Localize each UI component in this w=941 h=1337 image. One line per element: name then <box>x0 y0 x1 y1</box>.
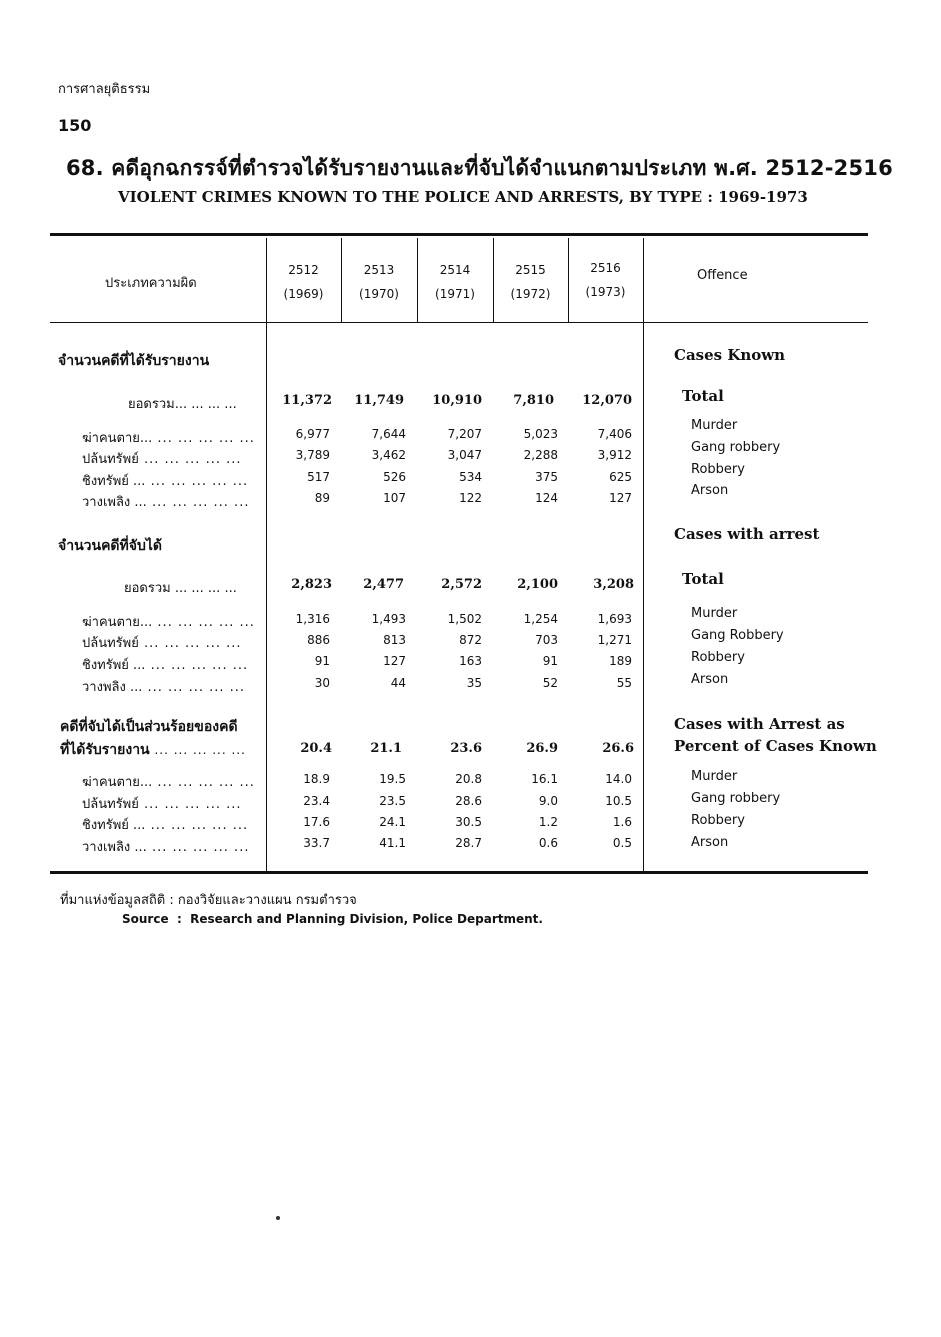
section-title-thai: จำนวนคดีที่ได้รับรายงาน <box>58 353 210 369</box>
table-cell: 1.6 <box>612 815 632 829</box>
table-title-english: VIOLENT CRIMES KNOWN TO THE POLICE AND ARRESTS, BY TYPE : 1969-1973 <box>118 188 808 206</box>
table-cell: 14.0 <box>605 772 632 786</box>
section-title-english-line2: Percent of Cases Known <box>674 737 877 755</box>
table-cell: 625 <box>609 470 632 484</box>
source-english: Source : Research and Planning Division, Police Department. <box>122 912 543 926</box>
table-cell: 813 <box>383 633 406 647</box>
source-thai: ที่มาแห่งข้อมูลสถิติ : กองวิจัยและวางแผน กรมตำรวจ <box>60 893 357 908</box>
total-label-english: Total <box>682 570 724 588</box>
table-title-thai: 68. คดีอุกฉกรรจ์ที่ตำรวจได้รับรายงานและที่จับได้จำแนกตามประเภท พ.ศ. 2512-2516 <box>66 156 893 180</box>
section-title-thai: คดีที่จับได้เป็นส่วนร้อยของคดี <box>60 719 238 735</box>
total-value: 2,823 <box>291 577 332 592</box>
table-cell: 30 <box>314 676 330 690</box>
table-cell: 91 <box>314 654 330 668</box>
row-label-english: Murder <box>691 606 738 621</box>
table-top-rule <box>50 233 868 236</box>
table-cell: 517 <box>307 470 330 484</box>
table-cell: 534 <box>459 470 482 484</box>
row-label-english: Arson <box>691 835 729 850</box>
total-value: 2,100 <box>517 577 558 592</box>
row-label-thai: วางพลิง ... ... ... ... ... ... <box>82 680 246 695</box>
table-cell: 28.6 <box>455 794 482 808</box>
row-label-english: Gang robbery <box>691 440 781 455</box>
table-cell: 6,977 <box>295 427 330 441</box>
table-cell: 33.7 <box>303 836 330 850</box>
section-title-thai: จำนวนคดีที่จับได้ <box>58 538 162 554</box>
row-label-thai: ปล้นทรัพย์ ... ... ... ... ... <box>82 636 242 651</box>
total-value: 3,208 <box>593 577 634 592</box>
table-cell: 3,462 <box>371 448 406 462</box>
row-label-english: Gang Robbery <box>691 628 784 643</box>
table-cell: 0.6 <box>538 836 558 850</box>
table-cell: 28.7 <box>455 836 482 850</box>
section-title-english: Cases with Arrest as <box>674 715 845 733</box>
table-cell: 1.2 <box>538 815 558 829</box>
total-value: 11,749 <box>354 393 404 408</box>
row-label-english: Robbery <box>691 650 745 665</box>
total-label-english: Total <box>682 387 724 405</box>
table-cell: 1,493 <box>371 612 406 626</box>
year-header-1970: 2513 (1970) <box>359 263 399 301</box>
table-cell: 7,644 <box>371 427 406 441</box>
row-label-thai: ปล้นทรัพย์ ... ... ... ... ... <box>82 797 242 812</box>
table-cell: 3,047 <box>447 448 482 462</box>
year-header-1973: 2516 (1973) <box>585 261 626 299</box>
total-value: 10,910 <box>432 393 482 408</box>
row-label-english: Gang robbery <box>691 791 781 806</box>
table-cell: 7,406 <box>597 427 632 441</box>
section-title-english: Cases with arrest <box>674 525 820 543</box>
table-cell: 55 <box>616 676 632 690</box>
row-label-thai: ฆ่าคนตาย... ... ... ... ... ... <box>82 775 255 790</box>
table-cell: 44 <box>390 676 406 690</box>
row-label-thai: ชิงทรัพย์ ... ... ... ... ... ... <box>82 658 249 673</box>
row-label-thai: วางเพลิง ... ... ... ... ... ... <box>82 495 250 510</box>
row-label-thai: ฆ่าคนตาย... ... ... ... ... ... <box>82 431 255 446</box>
table-cell: 23.5 <box>379 794 406 808</box>
year-header-1972: 2515 (1972) <box>510 263 551 301</box>
table-cell: 91 <box>542 654 558 668</box>
table-cell: 3,912 <box>597 448 632 462</box>
table-cell: 30.5 <box>455 815 482 829</box>
print-speck <box>276 1216 280 1220</box>
total-value: 26.9 <box>526 741 558 756</box>
total-value: 21.1 <box>370 741 402 756</box>
table-cell: 89 <box>314 491 330 505</box>
table-cell: 3,789 <box>295 448 330 462</box>
table-cell: 124 <box>535 491 558 505</box>
section-title-thai-line2: ที่ได้รับรายงาน ... ... ... ... ... <box>60 742 246 758</box>
table-cell: 375 <box>535 470 558 484</box>
column-divider <box>266 238 267 871</box>
table-cell: 0.5 <box>612 836 632 850</box>
section-title-english: Cases Known <box>674 346 786 364</box>
row-label-thai: วางเพลิง ... ... ... ... ... ... <box>82 840 250 855</box>
total-value: 23.6 <box>450 741 482 756</box>
total-value: 7,810 <box>513 393 554 408</box>
table-cell: 122 <box>459 491 482 505</box>
total-value: 12,070 <box>582 393 632 408</box>
table-cell: 107 <box>383 491 406 505</box>
table-cell: 189 <box>609 654 632 668</box>
row-label-thai: ฆ่าคนตาย... ... ... ... ... ... <box>82 615 255 630</box>
table-cell: 17.6 <box>303 815 330 829</box>
total-label-thai: ยอดรวม ... ... ... ... <box>124 581 237 596</box>
column-header-offence-thai: ประเภทความผิด <box>105 276 197 291</box>
year-header-1969: 2512 (1969) <box>283 263 324 301</box>
running-title: การศาลยุติธรรม <box>58 82 151 97</box>
table-cell: 2,288 <box>523 448 558 462</box>
table-cell: 127 <box>609 491 632 505</box>
table-cell: 1,693 <box>597 612 632 626</box>
table-cell: 1,254 <box>523 612 558 626</box>
table-cell: 35 <box>466 676 482 690</box>
table-cell: 5,023 <box>523 427 558 441</box>
table-bottom-rule <box>50 871 868 874</box>
row-label-thai: ปล้นทรัพย์ ... ... ... ... ... <box>82 452 242 467</box>
table-cell: 127 <box>383 654 406 668</box>
table-cell: 9.0 <box>538 794 558 808</box>
table-cell: 7,207 <box>447 427 482 441</box>
table-cell: 24.1 <box>379 815 406 829</box>
total-value: 11,372 <box>282 393 332 408</box>
row-label-english: Murder <box>691 769 738 784</box>
table-cell: 20.8 <box>455 772 482 786</box>
column-divider <box>643 238 644 871</box>
row-label-english: Murder <box>691 418 738 433</box>
table-cell: 19.5 <box>379 772 406 786</box>
row-label-english: Arson <box>691 483 729 498</box>
row-label-thai: ชิงทรัพย์ ... ... ... ... ... ... <box>82 474 249 489</box>
total-value: 2,477 <box>363 577 404 592</box>
table-cell: 526 <box>383 470 406 484</box>
total-value: 26.6 <box>602 741 634 756</box>
total-value: 20.4 <box>300 741 332 756</box>
total-label-thai: ยอดรวม... ... ... ... <box>128 397 237 412</box>
table-cell: 18.9 <box>303 772 330 786</box>
table-cell: 886 <box>307 633 330 647</box>
table-header-rule <box>50 322 868 323</box>
table-cell: 52 <box>542 676 558 690</box>
total-value: 2,572 <box>441 577 482 592</box>
table-cell: 163 <box>459 654 482 668</box>
table-cell: 1,271 <box>597 633 632 647</box>
row-label-thai: ชิงทรัพย์ ... ... ... ... ... ... <box>82 818 249 833</box>
table-cell: 1,316 <box>295 612 330 626</box>
table-cell: 16.1 <box>531 772 558 786</box>
table-cell: 41.1 <box>379 836 406 850</box>
column-header-offence-english: Offence <box>697 268 748 283</box>
table-cell: 1,502 <box>447 612 482 626</box>
table-cell: 10.5 <box>605 794 632 808</box>
row-label-english: Robbery <box>691 813 745 828</box>
year-header-1971: 2514 (1971) <box>435 263 475 301</box>
row-label-english: Arson <box>691 672 729 687</box>
table-cell: 872 <box>459 633 482 647</box>
table-cell: 23.4 <box>303 794 330 808</box>
table-cell: 703 <box>535 633 558 647</box>
page-number: 150 <box>58 116 92 135</box>
row-label-english: Robbery <box>691 462 745 477</box>
